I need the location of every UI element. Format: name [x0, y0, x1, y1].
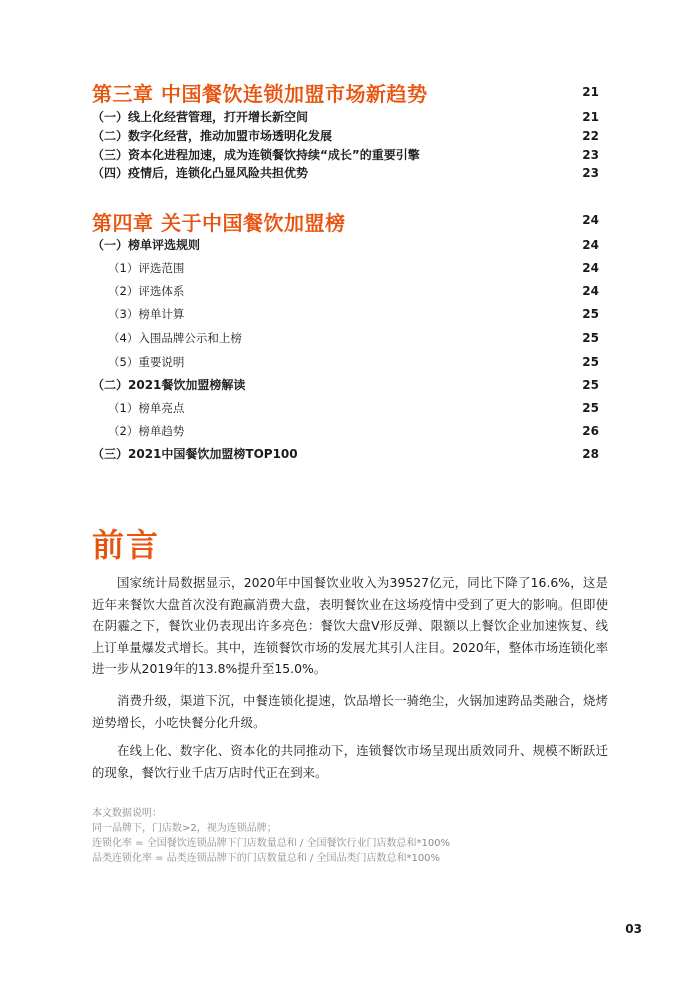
page-number: 03: [625, 922, 642, 936]
toc-entry-page: 25: [582, 331, 599, 345]
toc-entry-page: 23: [582, 148, 599, 162]
toc-entry: （一）榜单评选规则: [92, 238, 201, 252]
toc-entry-page: 25: [582, 355, 599, 369]
toc-subentry: （4）入围品牌公示和上榜: [108, 331, 242, 345]
data-notes-heading: 本文数据说明：: [92, 808, 162, 819]
toc-entry: （一）线上化经营管理，打开增长新空间: [92, 110, 309, 124]
toc-entry-page: 25: [582, 378, 599, 392]
toc-subentry: （1）评选范围: [108, 261, 185, 275]
toc-entry-page: 25: [582, 307, 599, 321]
toc-chapter-4-title: 第四章 关于中国餐饮加盟榜: [92, 211, 346, 235]
data-notes: [92, 806, 612, 866]
toc-subentry: （1）榜单亮点: [108, 401, 185, 415]
toc-subentry: （3）榜单计算: [108, 307, 185, 321]
toc-entry: （二）数字化经营，推动加盟市场透明化发展: [92, 129, 333, 143]
toc-entry: （三）2021中国餐饮加盟榜TOP100: [92, 447, 298, 461]
toc-chapter-3-title: 第三章 中国餐饮连锁加盟市场新趋势: [92, 82, 428, 106]
data-note-line: 连锁化率 = 全国餐饮连锁品牌下门店数量总和 / 全国餐饮行业门店数总和*100%: [92, 838, 451, 849]
preface-paragraph: 消费升级，渠道下沉，中餐连锁化提速，饮品增长一骑绝尘，火锅加速跨品类融合，烧烤逆势增长，小吃快餐分化升级。: [92, 693, 608, 730]
toc-entry-page: 28: [582, 447, 599, 461]
toc-entry-page: 24: [582, 284, 599, 298]
toc-entry-page: 26: [582, 424, 599, 438]
preface-title: 前言: [92, 526, 161, 564]
toc-entry-page: 23: [582, 166, 599, 180]
toc-entry: （四）疫情后，连锁化凸显风险共担优势: [92, 166, 309, 180]
data-note-line: 品类连锁化率 = 品类连锁品牌下的门店数量总和 / 全国品类门店数总和*100%: [92, 853, 441, 864]
preface-paragraph: 国家统计局数据显示，2020年中国餐饮业收入为39527亿元，同比下降了16.6%，这是近年来餐饮大盘首次没有跑赢消费大盘，表明餐饮业在这场疫情中受到了更大的影响。但即使在阴霾之下，餐饮业仍表现出许多亮色：餐饮大盘V形反弹、限额以上餐饮企业加速恢复、线上订单量爆发式增长。其中，连锁餐饮市场的发展尤其引人注目。2020年，整体市场连锁化率进一步从2019年的13.8%提升至15.0%。: [92, 575, 608, 676]
toc-entry-page: 24: [582, 238, 599, 252]
toc-subentry: （2）评选体系: [108, 284, 185, 298]
toc-subentry: （5）重要说明: [108, 355, 185, 369]
toc-chapter-3-page: 21: [582, 85, 599, 99]
toc-chapter-4-page: 24: [582, 213, 599, 227]
toc-entry-page: 25: [582, 401, 599, 415]
data-note-line: 同一品牌下，门店数>2，视为连锁品牌；: [92, 823, 277, 834]
toc-entry-page: 24: [582, 261, 599, 275]
toc-entry: （三）资本化进程加速，成为连锁餐饮持续“成长”的重要引擎: [92, 148, 420, 162]
toc-entry: （二）2021餐饮加盟榜解读: [92, 378, 246, 392]
toc-entry-page: 21: [582, 110, 599, 124]
preface-paragraph: 在线上化、数字化、资本化的共同推动下，连锁餐饮市场呈现出质效同升、规模不断跃迁的现象，餐饮行业千店万店时代正在到来。: [92, 743, 608, 780]
toc-entry-page: 22: [582, 129, 599, 143]
toc-subentry: （2）榜单趋势: [108, 424, 185, 438]
